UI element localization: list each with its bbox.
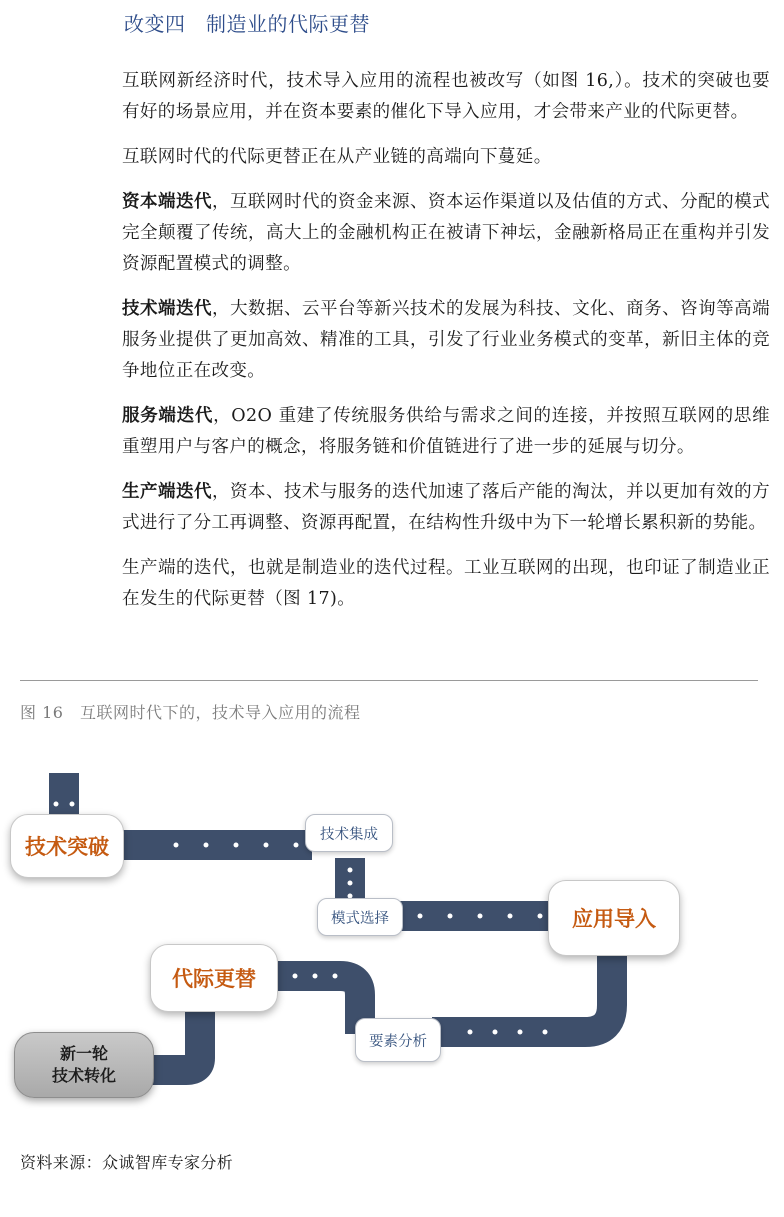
road-dot	[468, 1030, 473, 1035]
road-dot	[264, 843, 269, 848]
road-dot	[174, 843, 179, 848]
road-dot	[234, 843, 239, 848]
node-label: 技术集成	[320, 826, 378, 843]
section-heading: 改变四 制造业的代际更替	[124, 12, 370, 36]
road-factor-to-generation	[278, 976, 360, 1034]
node-label: 要素分析	[369, 1033, 427, 1050]
paragraph-body: ，互联网时代的资金来源、资本运作渠道以及估值的方式、分配的模式完全颠覆了传统，高大上的金融机构正在被请下神坛，金融新格局正在重构并引发资源配置模式的调整。	[122, 192, 770, 274]
paragraph-technology	[122, 294, 770, 387]
road-dot	[508, 914, 513, 919]
road-app-to-factor	[432, 955, 612, 1032]
node-tech-integration	[305, 814, 393, 852]
paragraph-body: ，大数据、云平台等新兴技术的发展为科技、文化、商务、咨询等高端服务业提供了更加高效、精准的工具，引发了行业业务模式的变革，新旧主体的竞争地位正在改变。	[122, 299, 770, 381]
paragraph-body: 互联网新经济时代，技术导入应用的流程也被改写（如图 16,）。技术的突破也要有好的场景应用，并在资本要素的催化下导入应用，才会带来产业的代际更替。	[122, 71, 770, 122]
paragraph-service	[122, 401, 770, 463]
road-dot	[518, 1030, 523, 1035]
node-label-line2: 技术转化	[51, 1066, 116, 1085]
node-mode-selection	[317, 898, 403, 936]
road-dot	[293, 974, 298, 979]
node-factor-analysis	[355, 1018, 441, 1062]
road-dot	[448, 914, 453, 919]
road-dot	[348, 868, 353, 873]
paragraph-lead: 资本端迭代	[122, 192, 213, 212]
source-note: 资料来源：众诚智库专家分析	[20, 1153, 234, 1172]
node-generation-change	[150, 944, 278, 1012]
road-dot	[313, 974, 318, 979]
figure-divider	[20, 680, 758, 681]
road-dot	[538, 914, 543, 919]
paragraph-capital	[122, 187, 770, 280]
paragraph-lead: 生产端迭代	[122, 482, 213, 502]
road-dot	[70, 802, 75, 807]
body-text	[122, 66, 770, 629]
paragraph-production	[122, 477, 770, 539]
node-label: 代际更替	[172, 967, 256, 991]
road-dot	[348, 881, 353, 886]
paragraph-1	[122, 66, 770, 128]
figure-caption: 图 16 互联网时代下的，技术导入应用的流程	[20, 703, 361, 722]
node-label: 模式选择	[331, 910, 389, 927]
node-app-import	[548, 880, 680, 956]
paragraph-lead: 技术端迭代	[122, 299, 213, 319]
node-tech-breakthrough	[10, 814, 124, 878]
paragraph-body: 互联网时代的代际更替正在从产业链的高端向下蔓延。	[122, 147, 552, 167]
road-dot	[54, 802, 59, 807]
paragraph-lead: 服务端迭代	[122, 406, 214, 426]
paragraph-body: ，O2O 重建了传统服务供给与需求之间的连接，并按照互联网的思维重塑用户与客户的概念，将服务链和价值链进行了进一步的延展与切分。	[122, 406, 770, 457]
paragraph-body: 生产端的迭代，也就是制造业的迭代过程。工业互联网的出现，也印证了制造业正在发生的代际更替（图 17)。	[122, 558, 770, 609]
road-generation-to-new-round	[150, 1012, 200, 1070]
paragraph-2	[122, 142, 770, 173]
paragraph-body: ，资本、技术与服务的迭代加速了落后产能的淘汰，并以更加有效的方式进行了分工再调整、资源再配置，在结构性升级中为下一轮增长累积新的势能。	[122, 482, 770, 533]
road-dot	[294, 843, 299, 848]
paragraph-conclusion	[122, 553, 770, 615]
road-dot	[333, 974, 338, 979]
node-new-round	[14, 1032, 154, 1098]
node-label: 技术突破	[25, 835, 109, 859]
road-dot	[493, 1030, 498, 1035]
road-dot	[543, 1030, 548, 1035]
road-dot	[204, 843, 209, 848]
road-dot	[418, 914, 423, 919]
node-label: 应用导入	[572, 907, 656, 931]
road-dot	[478, 914, 483, 919]
process-diagram	[0, 740, 784, 1140]
node-label-line1: 新一轮	[59, 1044, 108, 1063]
